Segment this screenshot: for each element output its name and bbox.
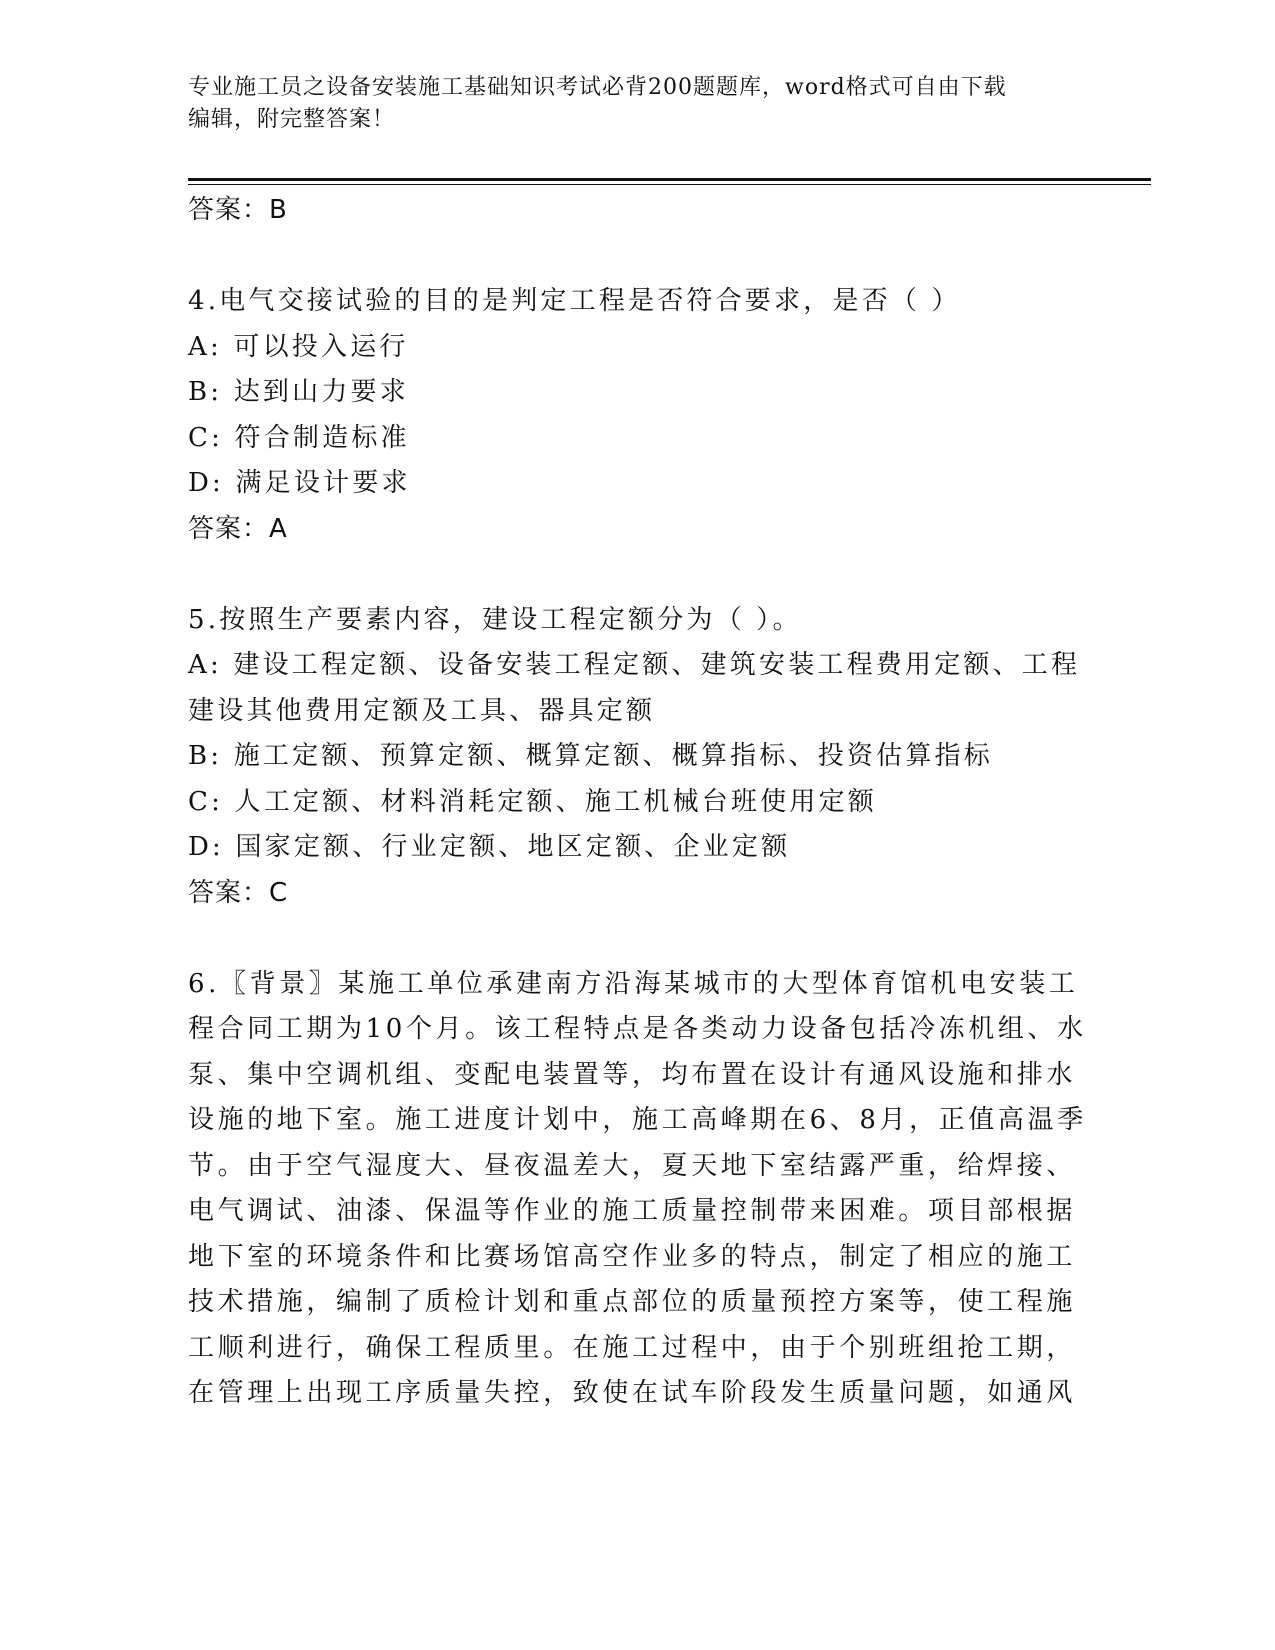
q5-option-c: C: 人工定额、材料消耗定额、施工机械台班使用定额 [188, 786, 877, 817]
question-4 [188, 279, 1088, 552]
document-header [188, 72, 1068, 136]
q5-option-b: B: 施工定额、预算定额、概算定额、概算指标、投资估算指标 [188, 741, 993, 771]
header-title-line1: 专业施工员之设备安装施工基础知识考试必背200题题库，word格式可自由下载 [188, 75, 1007, 100]
q5-answer: 答案：C [188, 877, 289, 908]
q6-text-line: 泵、集中空调机组、变配电装置等，均布置在设计有通风设施和排水 [188, 1059, 1077, 1090]
question-5 [188, 598, 1088, 917]
q6-text-line: 工顺利进行，确保工程质里。在施工过程中，由于个别班组抢工期， [188, 1332, 1077, 1363]
q6-text-line: 6.〖背景〗某施工单位承建南方沿海某城市的大型体育馆机电安装工 [188, 968, 1079, 999]
q4-stem: 4.电气交接试验的目的是判定工程是否符合要求，是否（ ） [188, 286, 961, 316]
q4-option-d: D: 满足设计要求 [188, 468, 411, 498]
q4-option-a: A: 可以投入运行 [188, 331, 409, 362]
q4-answer: 答案：A [188, 513, 288, 544]
q6-text-line: 地下室的环境条件和比赛场馆高空作业多的特点，制定了相应的施工 [188, 1241, 1077, 1272]
spacer [188, 552, 1088, 598]
header-title-line2: 编辑，附完整答案！ [188, 107, 396, 132]
q5-option-a-line2: 建设其他费用定额及工具、器具定额 [188, 695, 656, 726]
spacer [188, 916, 1088, 962]
q5-stem: 5.按照生产要素内容，建设工程定额分为（ ）。 [188, 604, 802, 635]
q5-option-d: D: 国家定额、行业定额、地区定额、企业定额 [188, 832, 791, 862]
question-6 [188, 962, 1088, 1417]
q6-text-line: 节。由于空气湿度大、昼夜温差大，夏天地下室结露严重，给焊接、 [188, 1150, 1077, 1181]
q6-text-line: 在管理上出现工序质量失控，致使在试车阶段发生质量问题，如通风 [188, 1378, 1077, 1408]
q4-option-b: B: 达到山力要求 [188, 377, 409, 407]
header-rule-thick [188, 178, 1151, 181]
q5-option-a-line1: A: 建设工程定额、设备安装工程定额、建筑安装工程费用定额、工程 [188, 650, 1081, 680]
document-body [188, 188, 1088, 1417]
q6-text-line: 电气调试、油漆、保温等作业的施工质量控制带来困难。项目部根据 [188, 1196, 1077, 1226]
header-rule-thin [188, 184, 1151, 185]
q4-option-c: C: 符合制造标准 [188, 422, 410, 453]
spacer [188, 234, 1088, 280]
q6-text-line: 技术措施，编制了质检计划和重点部位的质量预控方案等，使工程施 [188, 1287, 1077, 1317]
q6-text-line: 程合同工期为10个月。该工程特点是各类动力设备包括冷冻机组、水 [188, 1014, 1087, 1044]
q6-text-line: 设施的地下室。施工进度计划中，施工高峰期在6、8月，正值高温季 [188, 1105, 1087, 1135]
q3-answer: 答案：B [188, 195, 288, 225]
